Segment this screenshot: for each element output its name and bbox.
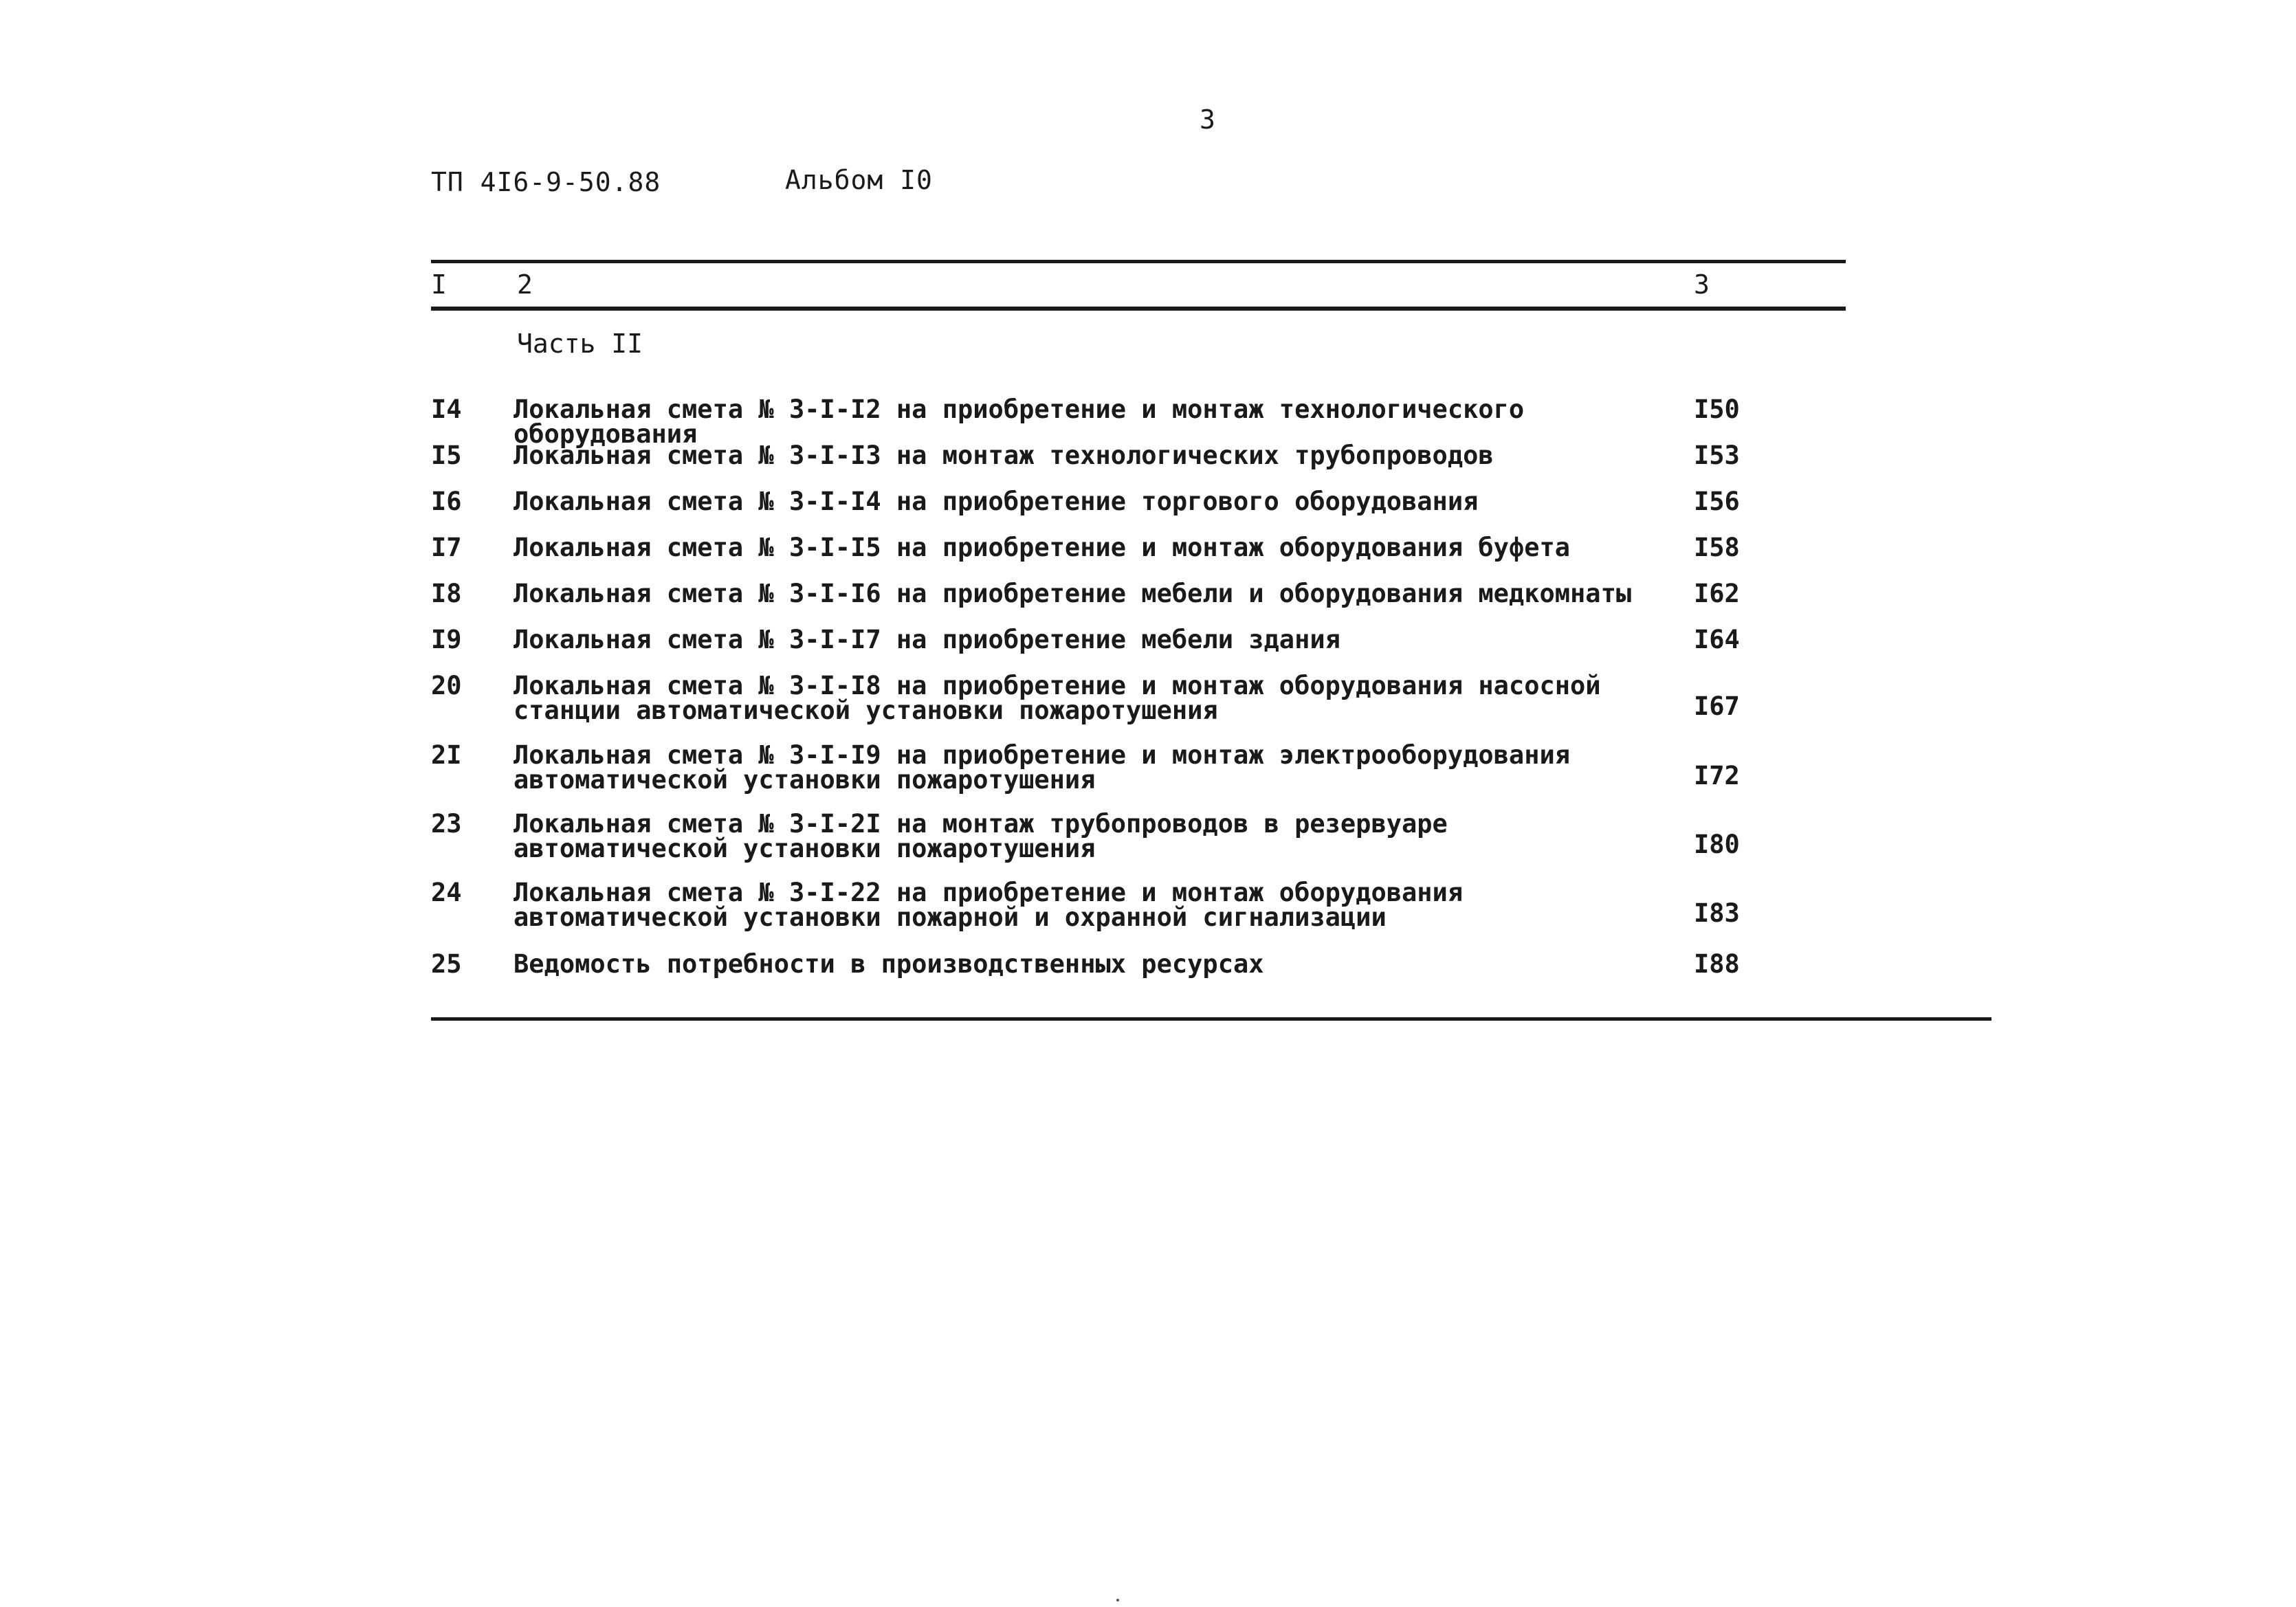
row-number: 23 bbox=[431, 809, 462, 839]
row-page: I58 bbox=[1694, 533, 1740, 562]
row-title: Локальная смета № 3-I-I3 на монтаж технологических трубопроводов bbox=[514, 441, 1494, 470]
row-page: I64 bbox=[1694, 625, 1740, 654]
row-number: 25 bbox=[431, 949, 462, 979]
row-page: I80 bbox=[1694, 830, 1740, 859]
album-label: Альбом I0 bbox=[785, 165, 933, 195]
row-title: Локальная смета № 3-I-I4 на приобретение торгового оборудования bbox=[514, 487, 1479, 516]
row-title: Ведомость потребности в производственных ресурсах bbox=[514, 949, 1264, 979]
row-title: Локальная смета № 3-I-I6 на приобретение мебели и оборудования медкомнаты bbox=[514, 579, 1632, 608]
row-page: I72 bbox=[1694, 761, 1740, 790]
row-title: Локальная смета № 3-I-I5 на приобретение и монтаж оборудования буфета bbox=[514, 533, 1571, 562]
row-number: I5 bbox=[431, 441, 462, 470]
row-title: Локальная смета № 3-I-2I на монтаж трубопроводов в резервуаре автоматической установки пожаротушения bbox=[514, 809, 1448, 863]
row-page: I88 bbox=[1694, 949, 1740, 979]
row-page: I53 bbox=[1694, 441, 1740, 470]
table-top-rule bbox=[431, 260, 1846, 263]
table-bottom-rule bbox=[431, 1017, 1991, 1021]
row-number: I8 bbox=[431, 579, 462, 608]
row-title: Локальная смета № 3-I-I7 на приобретение мебели здания bbox=[514, 625, 1340, 654]
row-number: I4 bbox=[431, 395, 462, 424]
row-number: 24 bbox=[431, 878, 462, 907]
row-title: Локальная смета № 3-I-I9 на приобретение и монтаж электрооборудования автоматической установки пожаротушения bbox=[514, 740, 1571, 795]
row-number: I7 bbox=[431, 533, 462, 562]
scan-dot bbox=[1116, 1599, 1119, 1602]
row-number: I9 bbox=[431, 625, 462, 654]
row-page: I67 bbox=[1694, 691, 1740, 721]
row-page: I83 bbox=[1694, 898, 1740, 928]
document-code: ТП 4I6-9-50.88 bbox=[431, 167, 661, 197]
column-header-3: 3 bbox=[1694, 269, 1710, 300]
row-title: Локальная смета № 3-I-I8 на приобретение и монтаж оборудования насосной станции автоматической установки пожаротушения bbox=[514, 671, 1601, 725]
table-header-rule bbox=[431, 307, 1846, 311]
column-header-1: I bbox=[431, 269, 447, 300]
row-title: Локальная смета № 3-I-I2 на приобретение и монтаж технологического оборудования bbox=[514, 395, 1525, 449]
page-number: 3 bbox=[1200, 104, 1215, 135]
part-title: Часть II bbox=[517, 329, 643, 359]
row-number: 2I bbox=[431, 740, 462, 770]
row-number: 20 bbox=[431, 671, 462, 700]
row-page: I56 bbox=[1694, 487, 1740, 516]
row-title: Локальная смета № 3-I-22 на приобретение и монтаж оборудования автоматической установки пожарной и охранной сигнализации bbox=[514, 878, 1464, 932]
row-page: I62 bbox=[1694, 579, 1740, 608]
row-number: I6 bbox=[431, 487, 462, 516]
row-page: I50 bbox=[1694, 395, 1740, 424]
column-header-2: 2 bbox=[517, 269, 533, 300]
